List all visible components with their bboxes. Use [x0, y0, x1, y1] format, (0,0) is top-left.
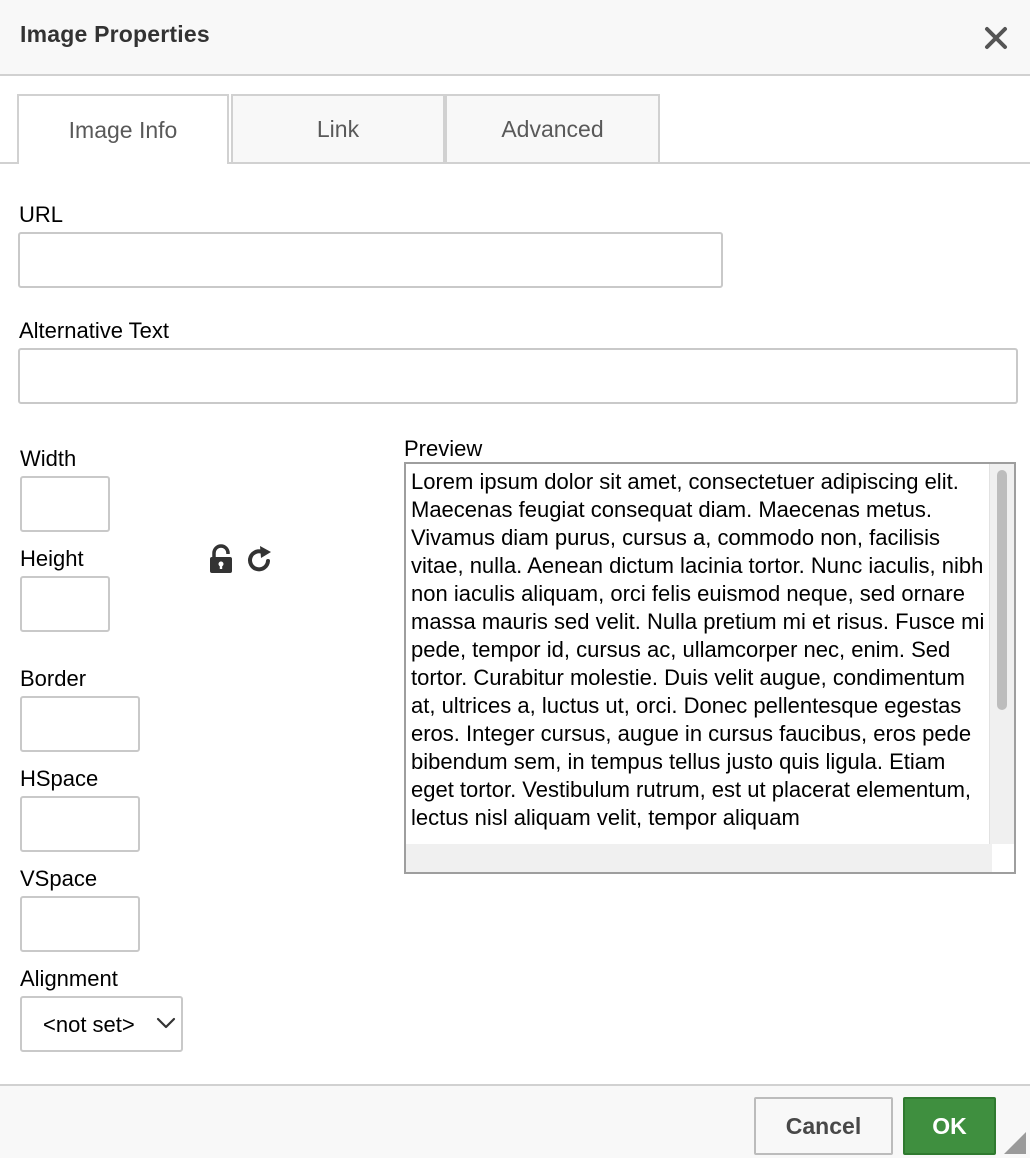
vspace-input[interactable]	[20, 896, 140, 952]
dialog-titlebar	[0, 0, 1030, 76]
dialog-title: Image Properties	[20, 21, 210, 47]
url-label: URL	[19, 202, 64, 227]
ok-button-label: OK	[932, 1112, 967, 1139]
width-label: Width	[20, 446, 77, 471]
tab-advanced[interactable]	[445, 94, 660, 162]
dialog-footer	[0, 1084, 1030, 1158]
reset-size-icon	[246, 544, 274, 574]
preview-pane[interactable]	[404, 462, 1016, 874]
border-label: Border	[20, 666, 87, 691]
border-input[interactable]	[20, 696, 140, 752]
preview-text: Lorem ipsum dolor sit amet, consectetuer adipiscing elit. Maecenas feugiat consequat diam. Maecenas metus. Vivamus diam purus, cursus a, commodo non, facilisis vitae, nulla. Aenean dictum lacinia tortor. Nunc iaculis, nibh non iaculis aliquam, orci felis euismod neque, sed ornare massa mauris sed velit. Nulla pretium mi et risus. Fusce mi pede, tempor id, cursus ac, ullamcorper nec, enim. Sed tortor. Curabitur molestie. Duis velit augue, condimentum at, ultrices a, luctus ut, orci. Donec pellentesque egestas eros. Integer cursus, augue in cursus faucibus, eros pede bibendum sem, in tempus tellus justo quis ligula. Etiam eget tortor. Vestibulum rutrum, est ut placerat elementum, lectus nisl aliquam velit, tempor aliquam	[411, 469, 985, 830]
hspace-label: HSpace	[20, 766, 99, 791]
preview-scroll-thumb[interactable]	[997, 470, 1007, 710]
reset-size-button[interactable]	[246, 544, 274, 579]
lock-ratio-button[interactable]	[208, 544, 234, 579]
close-button[interactable]	[980, 22, 1012, 54]
alignment-selected-value: <not set>	[43, 1012, 135, 1037]
vspace-label: VSpace	[20, 866, 98, 891]
preview-horizontal-scrollbar[interactable]	[406, 844, 992, 872]
width-input[interactable]	[20, 476, 110, 532]
tab-label: Advanced	[501, 115, 604, 142]
preview-vertical-scrollbar[interactable]	[989, 464, 1014, 844]
height-label: Height	[20, 546, 84, 571]
alignment-label: Alignment	[20, 966, 118, 991]
tab-label: Image Info	[68, 116, 178, 143]
tab-link[interactable]	[231, 94, 445, 162]
chevron-down-icon	[156, 1016, 176, 1030]
lock-icon	[208, 544, 234, 574]
url-input[interactable]	[18, 232, 723, 288]
alt-text-input[interactable]	[18, 348, 1018, 404]
alignment-select[interactable]	[20, 996, 183, 1052]
preview-label: Preview	[404, 436, 483, 461]
resize-grip-icon[interactable]	[1004, 1132, 1026, 1154]
height-input[interactable]	[20, 576, 110, 632]
close-icon	[980, 22, 1012, 54]
tab-image-info[interactable]	[17, 94, 229, 164]
cancel-button[interactable]	[754, 1097, 893, 1155]
cancel-button-label: Cancel	[785, 1112, 862, 1139]
hspace-input[interactable]	[20, 796, 140, 852]
alt-text-label: Alternative Text	[19, 318, 170, 343]
ok-button[interactable]	[903, 1097, 996, 1155]
tab-label: Link	[316, 115, 360, 142]
